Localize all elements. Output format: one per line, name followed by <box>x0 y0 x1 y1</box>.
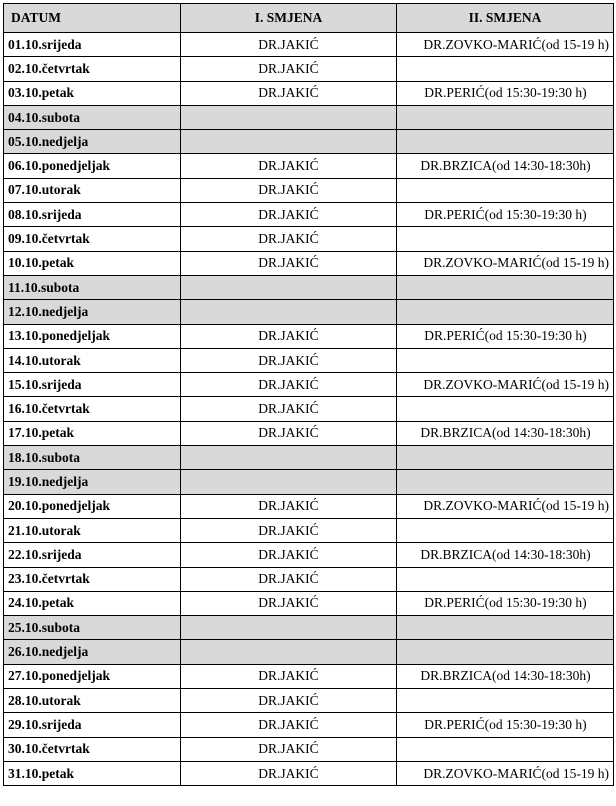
date-cell: 30.10.četvrtak <box>4 737 181 761</box>
table-row <box>4 567 614 591</box>
table-row <box>4 130 614 154</box>
shift-2-cell: DR.PERIĆ(od 15:30-19:30 h) <box>397 203 614 227</box>
shift-2-cell <box>397 689 614 713</box>
date-cell: 20.10.ponedjeljak <box>4 494 181 518</box>
date-cell: 23.10.četvrtak <box>4 567 181 591</box>
shift-2-cell <box>397 640 614 664</box>
shift-2-cell: DR.ZOVKO-MARIĆ(od 15-19 h) <box>397 373 614 397</box>
date-cell: 06.10.ponedjeljak <box>4 154 181 178</box>
date-cell: 07.10.utorak <box>4 178 181 202</box>
shift-1-cell <box>181 640 397 664</box>
shift-1-cell <box>181 130 397 154</box>
shift-schedule-table <box>3 3 614 786</box>
date-cell: 11.10.subota <box>4 275 181 299</box>
shift-1-cell <box>181 300 397 324</box>
table-row <box>4 81 614 105</box>
shift-1-cell <box>181 446 397 470</box>
shift-1-cell: DR.JAKIĆ <box>181 251 397 275</box>
date-cell: 08.10.srijeda <box>4 203 181 227</box>
table-row <box>4 178 614 202</box>
table-row <box>4 640 614 664</box>
table-row <box>4 227 614 251</box>
date-cell: 13.10.ponedjeljak <box>4 324 181 348</box>
shift-2-cell <box>397 446 614 470</box>
shift-2-cell: DR.BRZICA(od 14:30-18:30h) <box>397 154 614 178</box>
date-cell: 27.10.ponedjeljak <box>4 664 181 688</box>
date-cell: 29.10.srijeda <box>4 713 181 737</box>
shift-2-cell <box>397 737 614 761</box>
shift-2-cell <box>397 178 614 202</box>
date-cell: 31.10.petak <box>4 761 181 785</box>
date-cell: 17.10.petak <box>4 421 181 445</box>
shift-2-cell <box>397 470 614 494</box>
table-row <box>4 373 614 397</box>
shift-1-cell: DR.JAKIĆ <box>181 227 397 251</box>
shift-2-cell <box>397 616 614 640</box>
shift-2-cell: DR.BRZICA(od 14:30-18:30h) <box>397 543 614 567</box>
shift-2-cell <box>397 397 614 421</box>
shift-1-cell: DR.JAKIĆ <box>181 494 397 518</box>
date-cell: 24.10.petak <box>4 591 181 615</box>
table-row <box>4 105 614 129</box>
shift-1-cell: DR.JAKIĆ <box>181 737 397 761</box>
shift-2-cell: DR.BRZICA(od 14:30-18:30h) <box>397 421 614 445</box>
date-cell: 04.10.subota <box>4 105 181 129</box>
date-cell: 09.10.četvrtak <box>4 227 181 251</box>
date-cell: 10.10.petak <box>4 251 181 275</box>
shift-1-cell: DR.JAKIĆ <box>181 348 397 372</box>
header-shift-1: I. SMJENA <box>181 4 397 33</box>
table-row <box>4 470 614 494</box>
date-cell: 14.10.utorak <box>4 348 181 372</box>
date-cell: 16.10.četvrtak <box>4 397 181 421</box>
table-row <box>4 251 614 275</box>
shift-1-cell <box>181 616 397 640</box>
table-row <box>4 324 614 348</box>
date-cell: 26.10.nedjelja <box>4 640 181 664</box>
shift-1-cell <box>181 275 397 299</box>
shift-1-cell: DR.JAKIĆ <box>181 761 397 785</box>
shift-1-cell: DR.JAKIĆ <box>181 543 397 567</box>
table-row <box>4 518 614 542</box>
shift-1-cell: DR.JAKIĆ <box>181 178 397 202</box>
shift-1-cell: DR.JAKIĆ <box>181 373 397 397</box>
table-row <box>4 154 614 178</box>
date-cell: 03.10.petak <box>4 81 181 105</box>
table-row <box>4 57 614 81</box>
shift-2-cell <box>397 348 614 372</box>
date-cell: 18.10.subota <box>4 446 181 470</box>
table-row <box>4 664 614 688</box>
table-row <box>4 543 614 567</box>
date-cell: 05.10.nedjelja <box>4 130 181 154</box>
table-header-row <box>4 4 614 33</box>
shift-1-cell: DR.JAKIĆ <box>181 57 397 81</box>
date-cell: 28.10.utorak <box>4 689 181 713</box>
shift-1-cell: DR.JAKIĆ <box>181 397 397 421</box>
shift-2-cell <box>397 518 614 542</box>
date-cell: 12.10.nedjelja <box>4 300 181 324</box>
shift-2-cell: DR.PERIĆ(od 15:30-19:30 h) <box>397 81 614 105</box>
shift-1-cell: DR.JAKIĆ <box>181 664 397 688</box>
table-row <box>4 33 614 57</box>
shift-2-cell <box>397 227 614 251</box>
shift-1-cell: DR.JAKIĆ <box>181 713 397 737</box>
shift-1-cell: DR.JAKIĆ <box>181 518 397 542</box>
shift-1-cell: DR.JAKIĆ <box>181 567 397 591</box>
table-row <box>4 275 614 299</box>
table-row <box>4 713 614 737</box>
shift-1-cell: DR.JAKIĆ <box>181 591 397 615</box>
table-row <box>4 446 614 470</box>
shift-1-cell: DR.JAKIĆ <box>181 324 397 348</box>
shift-2-cell: DR.ZOVKO-MARIĆ(od 15-19 h) <box>397 33 614 57</box>
date-cell: 02.10.četvrtak <box>4 57 181 81</box>
table-row <box>4 300 614 324</box>
shift-2-cell: DR.ZOVKO-MARIĆ(od 15-19 h) <box>397 494 614 518</box>
shift-2-cell <box>397 130 614 154</box>
table-row <box>4 591 614 615</box>
shift-1-cell: DR.JAKIĆ <box>181 154 397 178</box>
date-cell: 25.10.subota <box>4 616 181 640</box>
table-row <box>4 421 614 445</box>
shift-2-cell: DR.PERIĆ(od 15:30-19:30 h) <box>397 713 614 737</box>
table-row <box>4 494 614 518</box>
shift-2-cell: DR.ZOVKO-MARIĆ(od 15-19 h) <box>397 251 614 275</box>
shift-2-cell <box>397 105 614 129</box>
table-row <box>4 689 614 713</box>
shift-2-cell <box>397 300 614 324</box>
date-cell: 21.10.utorak <box>4 518 181 542</box>
shift-2-cell <box>397 57 614 81</box>
table-row <box>4 203 614 227</box>
shift-1-cell: DR.JAKIĆ <box>181 421 397 445</box>
shift-2-cell: DR.BRZICA(od 14:30-18:30h) <box>397 664 614 688</box>
shift-2-cell <box>397 275 614 299</box>
shift-1-cell: DR.JAKIĆ <box>181 81 397 105</box>
shift-2-cell: DR.PERIĆ(od 15:30-19:30 h) <box>397 591 614 615</box>
date-cell: 01.10.srijeda <box>4 33 181 57</box>
shift-2-cell <box>397 567 614 591</box>
shift-1-cell: DR.JAKIĆ <box>181 203 397 227</box>
shift-1-cell: DR.JAKIĆ <box>181 33 397 57</box>
header-shift-2: II. SMJENA <box>397 4 614 33</box>
table-row <box>4 616 614 640</box>
shift-2-cell: DR.PERIĆ(od 15:30-19:30 h) <box>397 324 614 348</box>
header-datum: DATUM <box>4 4 181 33</box>
date-cell: 19.10.nedjelja <box>4 470 181 494</box>
shift-1-cell: DR.JAKIĆ <box>181 689 397 713</box>
date-cell: 22.10.srijeda <box>4 543 181 567</box>
shift-2-cell: DR.ZOVKO-MARIĆ(od 15-19 h) <box>397 761 614 785</box>
table-row <box>4 761 614 785</box>
table-row <box>4 397 614 421</box>
date-cell: 15.10.srijeda <box>4 373 181 397</box>
table-body <box>4 33 614 786</box>
shift-1-cell <box>181 105 397 129</box>
table-row <box>4 737 614 761</box>
table-row <box>4 348 614 372</box>
shift-1-cell <box>181 470 397 494</box>
